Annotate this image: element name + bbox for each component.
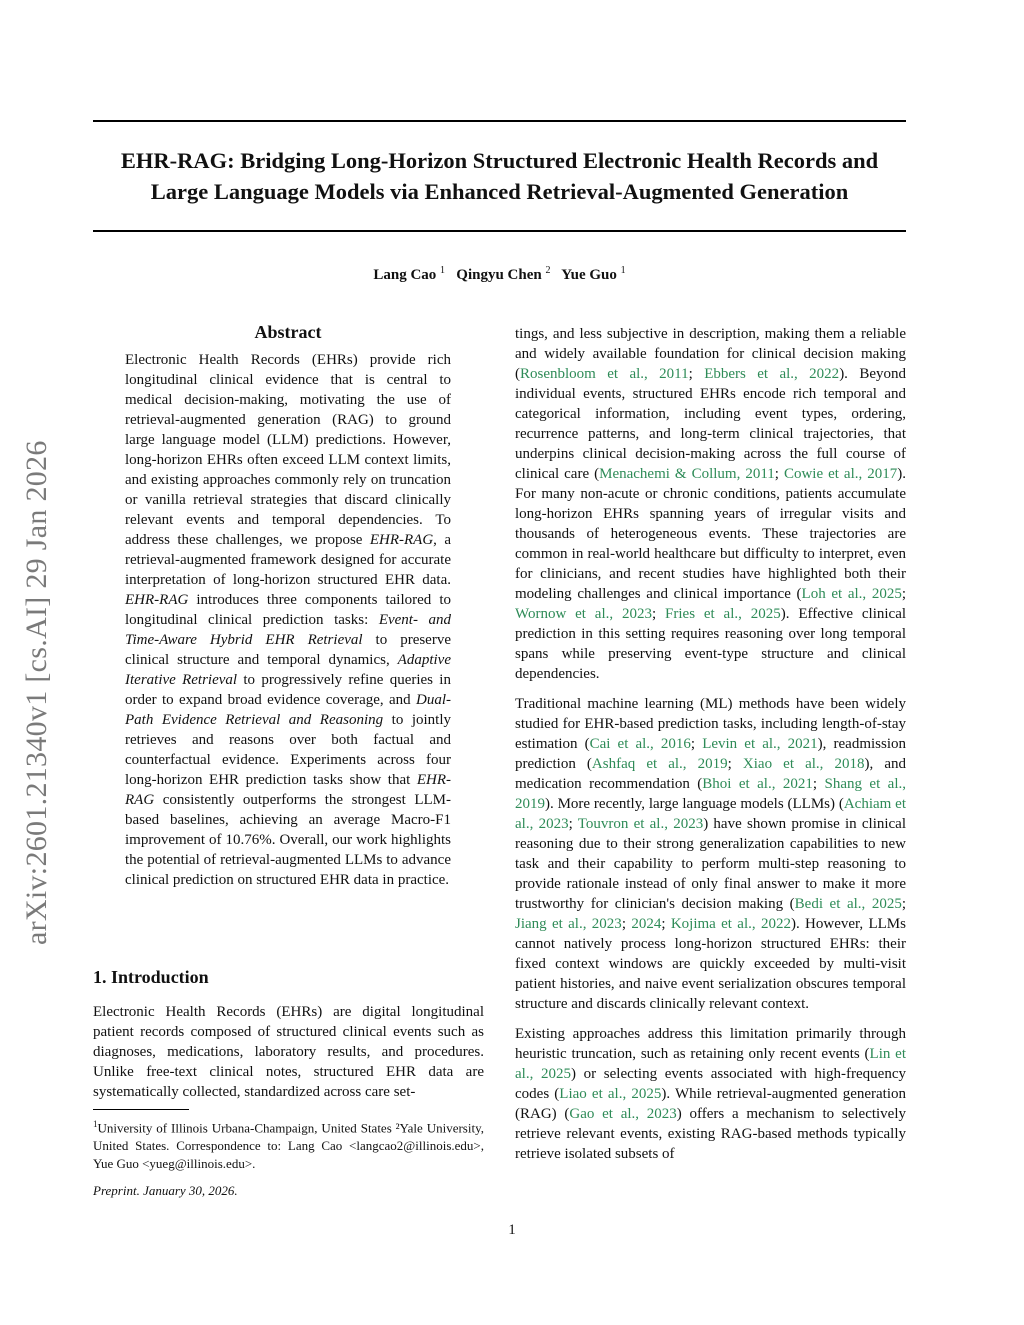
citation-link[interactable]: Wornow et al., 2023	[515, 606, 652, 622]
author-affiliation: 2	[545, 265, 551, 276]
citation-link[interactable]: Bhoi et al., 2021	[702, 776, 813, 792]
citation-link[interactable]: Loh et al., 2025	[801, 586, 902, 602]
affiliation-footnote	[93, 1115, 484, 1173]
citation-link[interactable]: Menachemi & Collum, 2011	[599, 466, 775, 482]
footnote-rule	[93, 1109, 189, 1110]
citation-link[interactable]: Fries et al., 2025	[665, 606, 781, 622]
paragraph: Traditional machine learning (ML) methods have been widely studied for EHR-based prediction tasks, including length-of-stay estimation (Cai et al., 2016; Levin et al., 2021), readmission prediction (Ashfaq et al., 2019; Xiao et al., 2018), and medication recommendation (Bhoi et al., 2021; Shang et al., 2019). More recently, large language models (LLMs) (Achiam et al., 2023; Touvron et al., 2023) have shown promise in clinical reasoning due to their strong generalization capabilities to new task and their capability to perform multi-step reasoning to provide rationale instead of only final answer to make it more trustworthy for clinician's decision making (Bedi et al., 2025; Jiang et al., 2023; 2024; Kojima et al., 2022). However, LLMs cannot natively process long-horizon structured EHRs: their fixed context windows are quickly exceeded by multi-visit patient histories, and naive event serialization obscures temporal structure and discards clinically relevant context.	[515, 696, 907, 1012]
citation-link[interactable]: Touvron et al., 2023	[577, 816, 704, 832]
abstract-text: Electronic Health Records (EHRs) provide rich longitudinal clinical evidence that is central to medical decision-making, motivating the use of retrieval-augmented generation (RAG) to ground large language model (LLM) predictions. However, long-horizon EHRs often exceed LLM context limits, and existing approaches commonly rely on truncation or vanilla retrieval strategies that discard clinically relevant events and temporal dependencies. To address these challenges, we propose EHR-RAG, a retrieval-augmented framework designed for accurate interpretation of long-horizon structured EHR data. EHR-RAG introduces three components tailored to longitudinal clinical prediction tasks: Event- and Time-Aware Hybrid EHR Retrieval to preserve clinical structure and temporal dynamics, Adaptive Iterative Retrieval to progressively refine queries in order to expand broad evidence coverage, and Dual-Path Evidence Retrieval and Reasoning to jointly retrieves and reasons over both factual and counterfactual evidence. Experiments across four long-horizon EHR prediction tasks show that EHR-RAG consistently outperforms the strongest LLM-based baselines, achieving an average Macro-F1 improvement of 10.76%. Overall, our work highlights the potential of retrieval-augmented LLMs to advance clinical prediction on structured EHR data in practice.	[125, 352, 451, 888]
paragraph: Existing approaches address this limitation primarily through heuristic truncation, such as retaining only recent events (Lin et al., 2025) or selecting events associated with high-frequency codes (Liao et al., 2025). While retrieval-augmented generation (RAG) (Gao et al., 2023) offers a mechanism to selectively retrieve relevant events, existing RAG-based methods typically retrieve isolated subsets of	[515, 1026, 907, 1162]
footnote-text: University of Illinois Urbana-Champaign, United States ²Yale University, United States. Correspondence to: Lang Cao <langcao2@illinois.edu>, Yue Guo <yueg@illinois.edu>.	[93, 1120, 484, 1172]
citation-link[interactable]: Ebbers et al., 2022	[704, 366, 840, 382]
author-name: Yue Guo	[561, 267, 617, 283]
citation-link[interactable]: Xiao et al., 2018	[742, 756, 865, 772]
citation-link[interactable]: Rosenbloom et al., 2011	[520, 366, 689, 382]
citation-link[interactable]: Cai et al., 2016	[589, 736, 691, 752]
author-list	[93, 265, 906, 284]
citation-link[interactable]: Ashfaq et al., 2019	[591, 756, 728, 772]
footnote-mark: 1	[93, 1119, 98, 1129]
citation-link[interactable]: Lin et al., 2025	[515, 1046, 907, 1082]
author-affiliation: 1	[620, 265, 626, 276]
preprint-note: Preprint. January 30, 2026.	[93, 1183, 238, 1198]
right-column-text	[515, 324, 906, 1174]
author-affiliation: 1	[440, 265, 446, 276]
citation-link[interactable]: Shang et al., 2019	[515, 776, 907, 812]
abstract-heading: Abstract	[254, 322, 322, 342]
citation-link[interactable]: 2024	[631, 916, 662, 932]
introduction-heading: 1. Introduction	[93, 967, 209, 987]
title-top-rule	[93, 120, 906, 122]
author-name: Lang Cao	[373, 267, 437, 283]
citation-link[interactable]: Levin et al., 2021	[702, 736, 818, 752]
paper-title: EHR-RAG: Bridging Long-Horizon Structured Electronic Health Records and Large Language Models via Enhanced Retrieval-Augmented Generation	[120, 148, 879, 204]
page-number: 1	[508, 1222, 516, 1238]
citation-link[interactable]: Jiang et al., 2023	[515, 916, 622, 932]
citation-link[interactable]: Gao et al., 2023	[569, 1106, 677, 1122]
citation-link[interactable]: Kojima et al., 2022	[670, 916, 791, 932]
citation-link[interactable]: Cowie et al., 2017	[783, 466, 898, 482]
citation-link[interactable]: Achiam et al., 2023	[515, 796, 906, 832]
citation-link[interactable]: Liao et al., 2025	[559, 1086, 662, 1102]
citation-link[interactable]: Bedi et al., 2025	[794, 896, 902, 912]
author-name: Qingyu Chen	[456, 267, 542, 283]
paragraph: tings, and less subjective in description, making them a reliable and widely available foundation for clinical decision making (Rosenbloom et al., 2011; Ebbers et al., 2022). Beyond individual events, structured EHRs encode rich temporal and categorical information, including event types, ordering, recurrence patterns, and long-term clinical trajectories, that underpins clinical decision-making across the full course of clinical care (Menachemi & Collum, 2011; Cowie et al., 2017). For many non-acute or chronic conditions, patients accumulate long-horizon EHRs spanning years of irregular visits and thousands of heterogeneous events. These trajectories are common in real-world healthcare but difficulty to interpret, even for clinicians, and recent studies have highlighted both their modeling challenges and clinical importance (Loh et al., 2025; Wornow et al., 2023; Fries et al., 2025). Effective clinical prediction in this setting requires reasoning over long temporal spans while preserving event-type structure and clinical dependencies.	[515, 326, 907, 682]
introduction-text: Electronic Health Records (EHRs) are digital longitudinal patient records composed of structured clinical events such as diagnoses, medications, laboratory results, and procedures. Unlike free-text clinical notes, structured EHR data are systematically collected, standardized across care set-	[93, 1004, 484, 1100]
title-bottom-rule	[93, 230, 906, 232]
arxiv-identifier: arXiv:2601.21340v1 [cs.AI] 29 Jan 2026	[20, 440, 53, 945]
